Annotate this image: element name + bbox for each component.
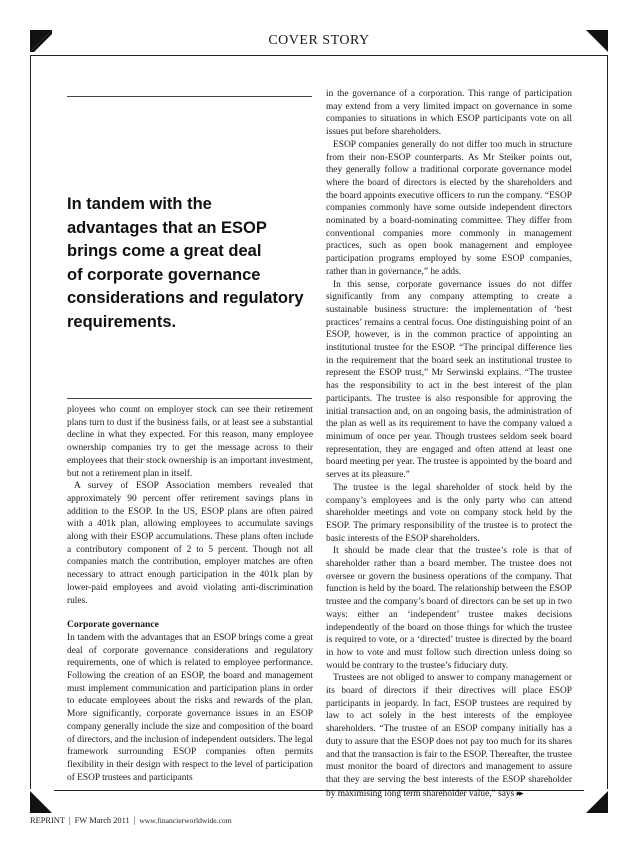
pullquote	[67, 193, 312, 334]
page-footer	[30, 816, 232, 825]
footer-reprint: REPRINT	[30, 816, 65, 825]
article-column-right	[326, 88, 572, 800]
body-paragraph: in the governance of a corporation. This range of participation may extend from a very limited impact on governance in some companies to situations in which ESOP participants vote on all issues put before shareholders.	[326, 89, 572, 138]
section-header: COVER STORY	[268, 33, 370, 48]
pullquote-top-rule	[67, 96, 312, 97]
body-paragraph: The trustee is the legal shareholder of stock held by the company’s employees and is the only party who can attend shareholder meetings and vote on company stock held by the ESOP. The primary responsibility of the trustee is to protect the basic interests of the ESOP shareholders.	[326, 482, 572, 544]
footer-publication: FW	[74, 816, 88, 825]
pullquote-line: requirements.	[67, 312, 177, 331]
frame-left-rule	[30, 55, 31, 791]
frame-right-rule	[607, 55, 608, 791]
pullquote-line: considerations and regulatory	[67, 289, 304, 307]
body-paragraph: ployees who count on employer stock can see their retirement plans turn to dust if the business fails, or at least see a substantial decline in what they expected. For this reason, many employee ownership companies try to get the message across to their employees that their stock ownership is an important investment, but not a retirement plan in itself.	[67, 405, 313, 479]
footer-separator: |	[133, 816, 136, 825]
body-paragraph: A survey of ESOP Association members revealed that approximately 90 percent offer retirement savings plans in addition to the ESOP. In the US, ESOP plans are often paired with a 401k plan, allowing employees to accumulate savings along with their ESOP accumulations. These plans often include a contributory component of 2 to 5 percent. Though not all companies match the contribution, employer matches are often necessary to attract enough participation in the 401k plan by lower-paid employees and avoid violating anti-discrimination rules.	[67, 481, 313, 606]
footer-url: www.financierworldwide.com	[139, 816, 232, 825]
pullquote-line: of corporate governance	[67, 265, 261, 284]
frame-top-rule	[30, 55, 608, 56]
pullquote-line: advantages that an ESOP	[67, 218, 267, 237]
body-paragraph-text: Trustees are not obliged to answer to company management or its board of directors if their directives will place ESOP participants in jeopardy. In fact, ESOP trustees are required by law to act solely in the best interests of the employee shareholders. “The trustee of an ESOP company initially has a duty to assure that the ESOP does not pay too much for its shares and that the transaction is fair to the ESOP. Thereafter, the trustee must monitor the board of directors and management to assure that they are serving the best interests of the ESOP shareholder by maximising long term shareholder value,” says	[326, 673, 572, 799]
corner-ornament-bottom-right	[584, 789, 610, 815]
body-paragraph: It should be made clear that the trustee’s role is that of shareholder rather than a board member. The trustee does not oversee or govern the business operations of the company. That function is held by the board. The relationship between the ESOP trustee and the company’s board of directors can be set up in two ways: either an ‘independent’ trustee makes decisions independently of the board on those things for which the trustee is required to vote, or a ‘directed’ trustee is directed by the board in how to vote and must follow such direction unless doing so would be contrary to the trustee’s fiduciary duty.	[326, 546, 572, 671]
footer-issue: March 2011	[89, 816, 130, 825]
pullquote-line: brings come a great deal	[67, 242, 262, 260]
corner-ornament-bottom-left	[28, 789, 54, 815]
pullquote-line: In tandem with the	[67, 195, 212, 213]
body-paragraph: In tandem with the advantages that an ESOP brings come a great deal of corporate governance considerations and regulatory requirements, one of which is related to employee performance. Following the creation of an ESOP, the board and management must implement communication and participation plans in order to educate employees about the risks and rewards of the plan. More significantly, corporate governance issues in an ESOP company generally include the size and composition of the board of directors, and the inclusion of independent outsiders. The legal framework surrounding ESOP companies often permits flexibility in their design with respect to the level of participation of ESOP trustees and participants	[67, 632, 313, 783]
continue-arrow-icon: ▸▸	[516, 787, 522, 798]
pullquote-bottom-rule	[67, 398, 312, 399]
article-column-left	[67, 404, 313, 784]
body-paragraph: In this sense, corporate governance issues do not differ significantly from any company attempting to create a sustainable business structure: the implementation of ‘best practices’ remains a central focus. One distinguishing point of an ESOP, however, is in the common practice of appointing an institutional trustee for the ESOP. “The principal difference lies in the requirement that the board seek an institutional trustee to represent the ESOP trust,” Mr Serwinski explains. “The trustee has the responsibility to act in the best interest of the plan participants. The trustee is also responsible for approving the initial transaction and, on an ongoing basis, the administration of the plan as well as its requirement to have the company valued a minimum of once per year. Though trustees seldom seek board representation, they are engaged and often attend at least one board meeting per year. The trustee is appointed by the board and serves at its pleasure.”	[326, 279, 572, 481]
footer-separator: |	[68, 816, 71, 825]
subheading: Corporate governance	[67, 619, 159, 631]
body-paragraph	[326, 672, 572, 800]
body-paragraph: ESOP companies generally do not differ too much in structure from their non-ESOP counterparts. As Mr Steiker points out, they generally follow a traditional corporate governance model where the board of directors is elected by the shareholders and the board appoints executive officers to run the company. “ESOP companies commonly have some outside independent directors nominated by a board-nominating committee. They differ from conventional companies more commonly in management practices, such as open book management and employee participation programs employed by some ESOP companies, rather than in governance,” he adds.	[326, 139, 572, 277]
